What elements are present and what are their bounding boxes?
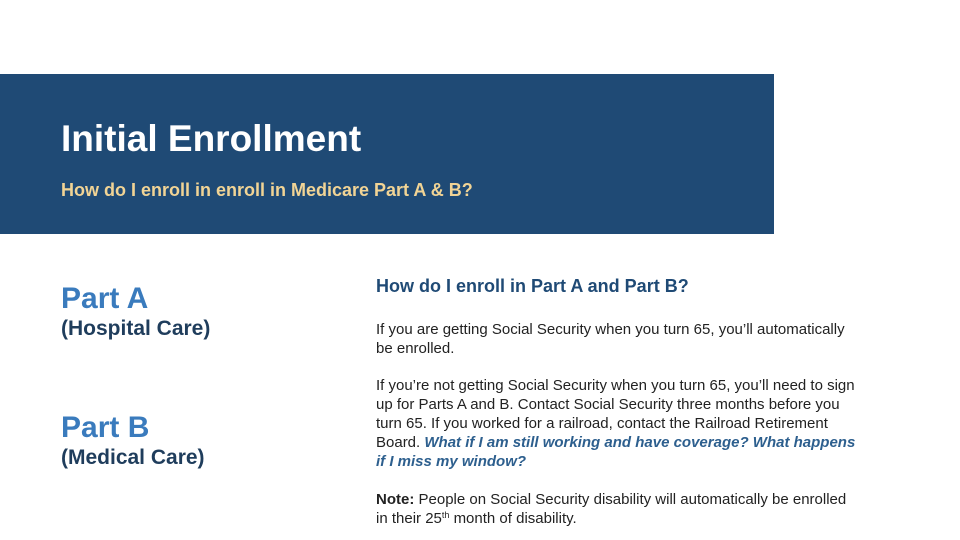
- note-text-end: month of disability.: [453, 510, 577, 527]
- note-paragraph: [376, 490, 856, 528]
- auto-enroll-text: If you are getting Social Security when you turn 65, you’ll automatically be enrolled.: [376, 321, 845, 357]
- part-b-description: (Medical Care): [61, 446, 205, 469]
- part-a-heading: Part A: [61, 282, 149, 315]
- auto-enroll-paragraph: [376, 320, 856, 358]
- part-b-heading: Part B: [61, 411, 150, 444]
- signup-paragraph: [376, 376, 856, 471]
- enroll-question-heading: How do I enroll in Part A and Part B?: [376, 276, 689, 296]
- signup-text: If you’re not getting Social Security when you turn 65, you’ll need to sign up for Parts A and B. Contact Social Security three months before you turn 65. If you worked for a railroad, contact the Railroad Retirement Board.: [376, 377, 855, 451]
- page-subtitle: How do I enroll in enroll in Medicare Part A & B?: [61, 180, 473, 200]
- page-title: Initial Enrollment: [61, 118, 362, 159]
- working-coverage-link[interactable]: What if I am still working and have coverage? What happens if I miss my window?: [376, 434, 856, 470]
- note-text: People on Social Security disability will automatically be enrolled in their 25: [376, 491, 847, 527]
- note-label: Note:: [376, 491, 415, 508]
- part-a-description: (Hospital Care): [61, 317, 211, 340]
- ordinal-suffix: th: [441, 510, 450, 520]
